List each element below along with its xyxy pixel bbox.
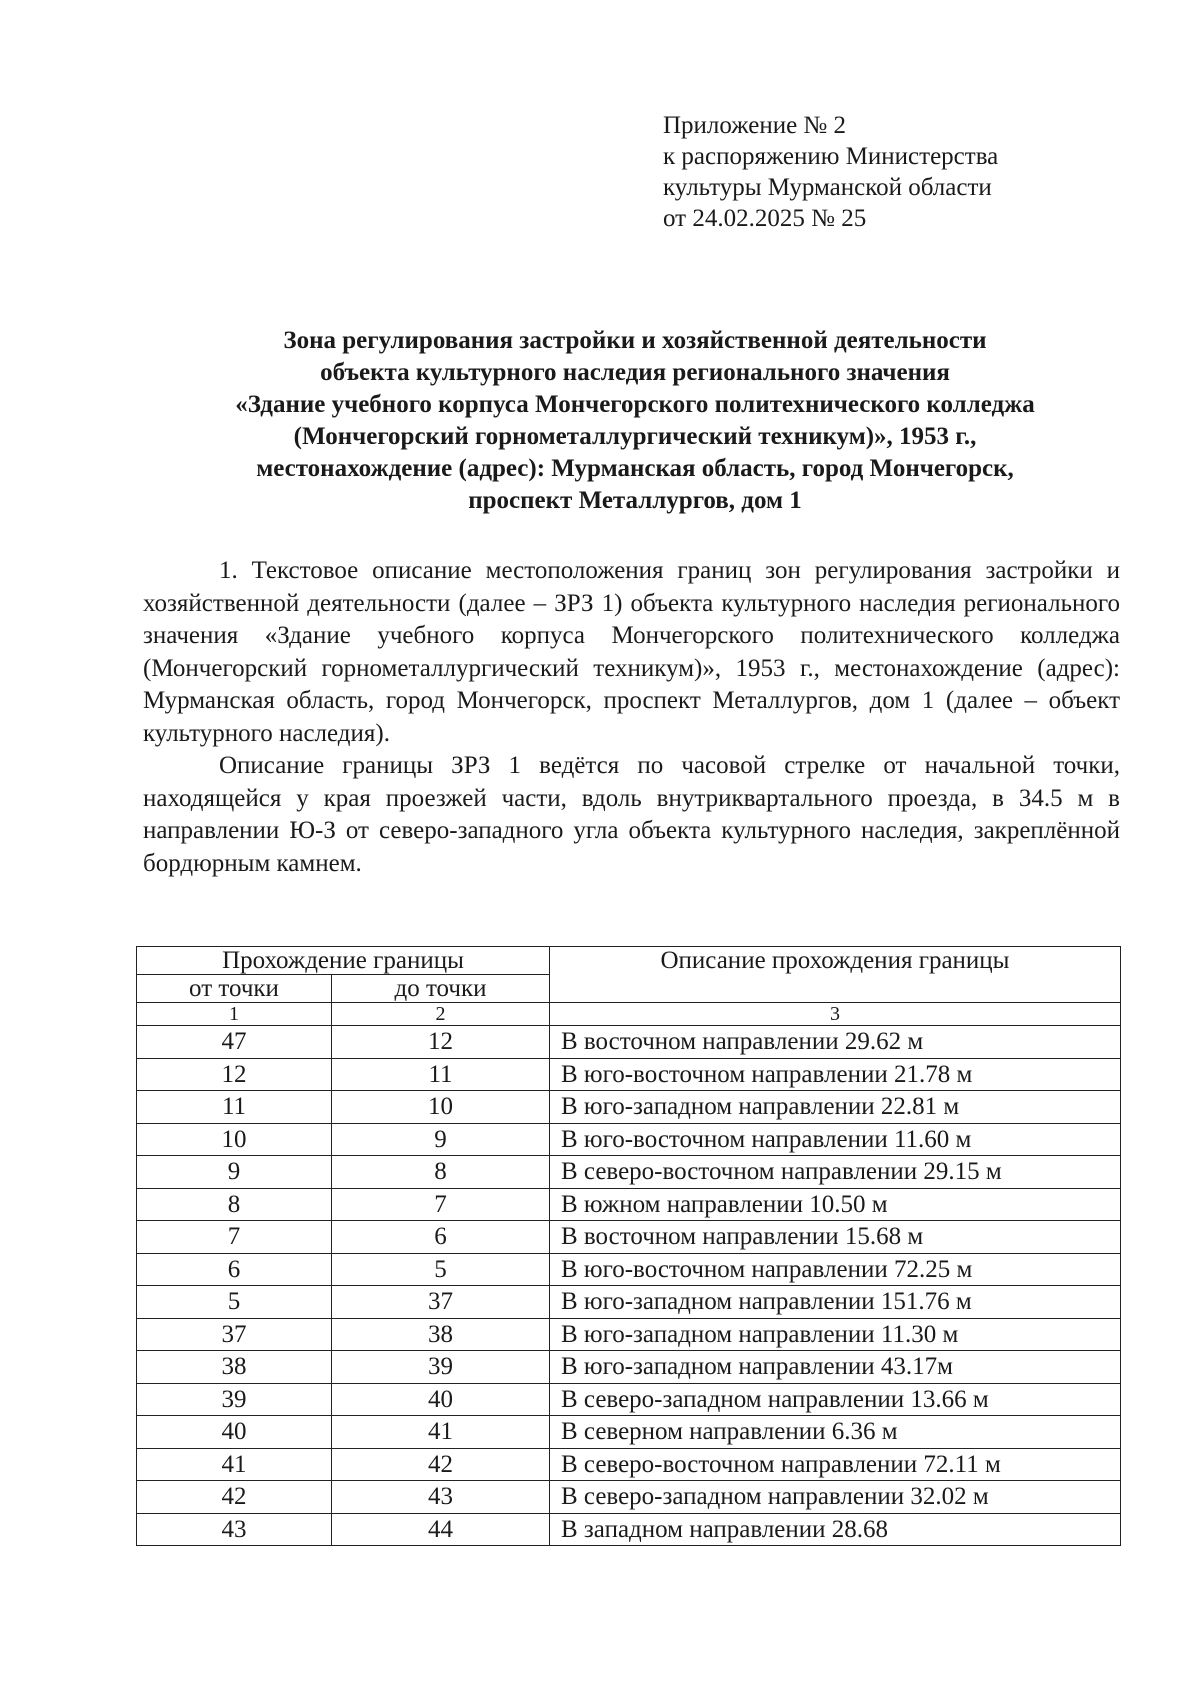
cell-to-point: 41 (332, 1416, 550, 1449)
cell-from-point: 39 (137, 1383, 332, 1416)
header-from-point: от точки (137, 975, 332, 1003)
table-row (137, 1091, 1121, 1124)
appendix-line: от 24.02.2025 № 25 (663, 205, 867, 232)
header-to-point: до точки (332, 975, 550, 1003)
column-number: 3 (550, 1003, 1121, 1026)
cell-to-point: 42 (332, 1448, 550, 1481)
title-line: Зона регулирования застройки и хозяйственной деятельности (283, 327, 987, 354)
cell-from-point: 10 (137, 1123, 332, 1156)
body-text (143, 555, 1120, 880)
table-row (137, 1156, 1121, 1189)
cell-to-point: 5 (332, 1253, 550, 1286)
appendix-line: к распоряжению Министерства (663, 143, 999, 170)
cell-to-point: 9 (332, 1123, 550, 1156)
cell-to-point: 43 (332, 1481, 550, 1514)
table-row (137, 1481, 1121, 1514)
cell-from-point: 12 (137, 1058, 332, 1091)
cell-to-point: 44 (332, 1513, 550, 1546)
cell-to-point: 40 (332, 1383, 550, 1416)
table-row (137, 1448, 1121, 1481)
appendix-line: Приложение № 2 (663, 112, 847, 139)
cell-from-point: 37 (137, 1318, 332, 1351)
cell-from-point: 47 (137, 1026, 332, 1059)
boundary-table (136, 946, 1121, 1546)
table-row (137, 1253, 1121, 1286)
cell-description: В западном направлении 28.68 (550, 1513, 1121, 1546)
title-line: (Мончегорский горнометаллургический техникум)», 1953 г., (293, 423, 977, 450)
title-line: объекта культурного наследия регионального значения (320, 359, 950, 386)
cell-from-point: 38 (137, 1351, 332, 1384)
cell-from-point: 8 (137, 1188, 332, 1221)
cell-to-point: 7 (332, 1188, 550, 1221)
table-row (137, 1513, 1121, 1546)
table-column-numbers-row (137, 1003, 1121, 1026)
table-row (137, 1383, 1121, 1416)
cell-from-point: 9 (137, 1156, 332, 1189)
column-number: 1 (137, 1003, 332, 1026)
cell-description: В юго-восточном направлении 21.78 м (550, 1058, 1121, 1091)
title-line: местонахождение (адрес): Мурманская область, город Мончегорск, (256, 455, 1014, 482)
cell-from-point: 41 (137, 1448, 332, 1481)
appendix-line: культуры Мурманской области (663, 174, 992, 201)
cell-description: В северном направлении 6.36 м (550, 1416, 1121, 1449)
cell-to-point: 38 (332, 1318, 550, 1351)
table-row (137, 1416, 1121, 1449)
cell-description: В северо-западном направлении 13.66 м (550, 1383, 1121, 1416)
cell-description: В юго-западном направлении 22.81 м (550, 1091, 1121, 1124)
cell-to-point: 11 (332, 1058, 550, 1091)
cell-description: В юго-западном направлении 11.30 м (550, 1318, 1121, 1351)
appendix-header (663, 110, 998, 234)
cell-from-point: 6 (137, 1253, 332, 1286)
table-row (137, 1318, 1121, 1351)
cell-to-point: 6 (332, 1221, 550, 1254)
column-number: 2 (332, 1003, 550, 1026)
paragraph-2: Описание границы ЗРЗ 1 ведётся по часовой стрелке от начальной точки, находящейся у края проезжей части, вдоль внутриквартального проезда, в 34.5 м в направлении Ю-З от северо-западного угла объекта культурного наследия, закреплённой бордюрным камнем. (143, 752, 1120, 877)
cell-description: В северо-западном направлении 32.02 м (550, 1481, 1121, 1514)
table-row (137, 1286, 1121, 1319)
cell-to-point: 10 (332, 1091, 550, 1124)
title-line: «Здание учебного корпуса Мончегорского политехнического колледжа (235, 391, 1035, 418)
header-description: Описание прохождения границы (550, 947, 1121, 1003)
cell-description: В восточном направлении 15.68 м (550, 1221, 1121, 1254)
cell-from-point: 42 (137, 1481, 332, 1514)
document-title (140, 325, 1130, 517)
cell-from-point: 7 (137, 1221, 332, 1254)
cell-description: В восточном направлении 29.62 м (550, 1026, 1121, 1059)
table-body (137, 1026, 1121, 1546)
cell-description: В юго-западном направлении 43.17м (550, 1351, 1121, 1384)
table-row (137, 1188, 1121, 1221)
cell-to-point: 8 (332, 1156, 550, 1189)
table-header-row (137, 947, 1121, 975)
paragraph-1: 1. Текстовое описание местоположения границ зон регулирования застройки и хозяйственной деятельности (далее – ЗРЗ 1) объекта культурного наследия регионального значения «Здание учебного корпуса Мончегорского политехнического колледжа (Мончегорский горнометаллургический техникум)», 1953 г., местонахождение (адрес): Мурманская область, город Мончегорск, проспект Металлургов, дом 1 (далее – объект культурного наследия). (143, 557, 1120, 747)
cell-to-point: 39 (332, 1351, 550, 1384)
table-row (137, 1026, 1121, 1059)
title-line: проспект Металлургов, дом 1 (468, 487, 802, 514)
cell-description: В северо-восточном направлении 29.15 м (550, 1156, 1121, 1189)
cell-description: В южном направлении 10.50 м (550, 1188, 1121, 1221)
cell-to-point: 12 (332, 1026, 550, 1059)
cell-from-point: 5 (137, 1286, 332, 1319)
cell-from-point: 11 (137, 1091, 332, 1124)
cell-to-point: 37 (332, 1286, 550, 1319)
cell-description: В юго-восточном направлении 72.25 м (550, 1253, 1121, 1286)
header-boundary-passage: Прохождение границы (137, 947, 550, 975)
cell-description: В юго-восточном направлении 11.60 м (550, 1123, 1121, 1156)
table-row (137, 1058, 1121, 1091)
table-row (137, 1351, 1121, 1384)
table-row (137, 1123, 1121, 1156)
cell-description: В северо-восточном направлении 72.11 м (550, 1448, 1121, 1481)
cell-from-point: 43 (137, 1513, 332, 1546)
cell-from-point: 40 (137, 1416, 332, 1449)
cell-description: В юго-западном направлении 151.76 м (550, 1286, 1121, 1319)
table-row (137, 1221, 1121, 1254)
